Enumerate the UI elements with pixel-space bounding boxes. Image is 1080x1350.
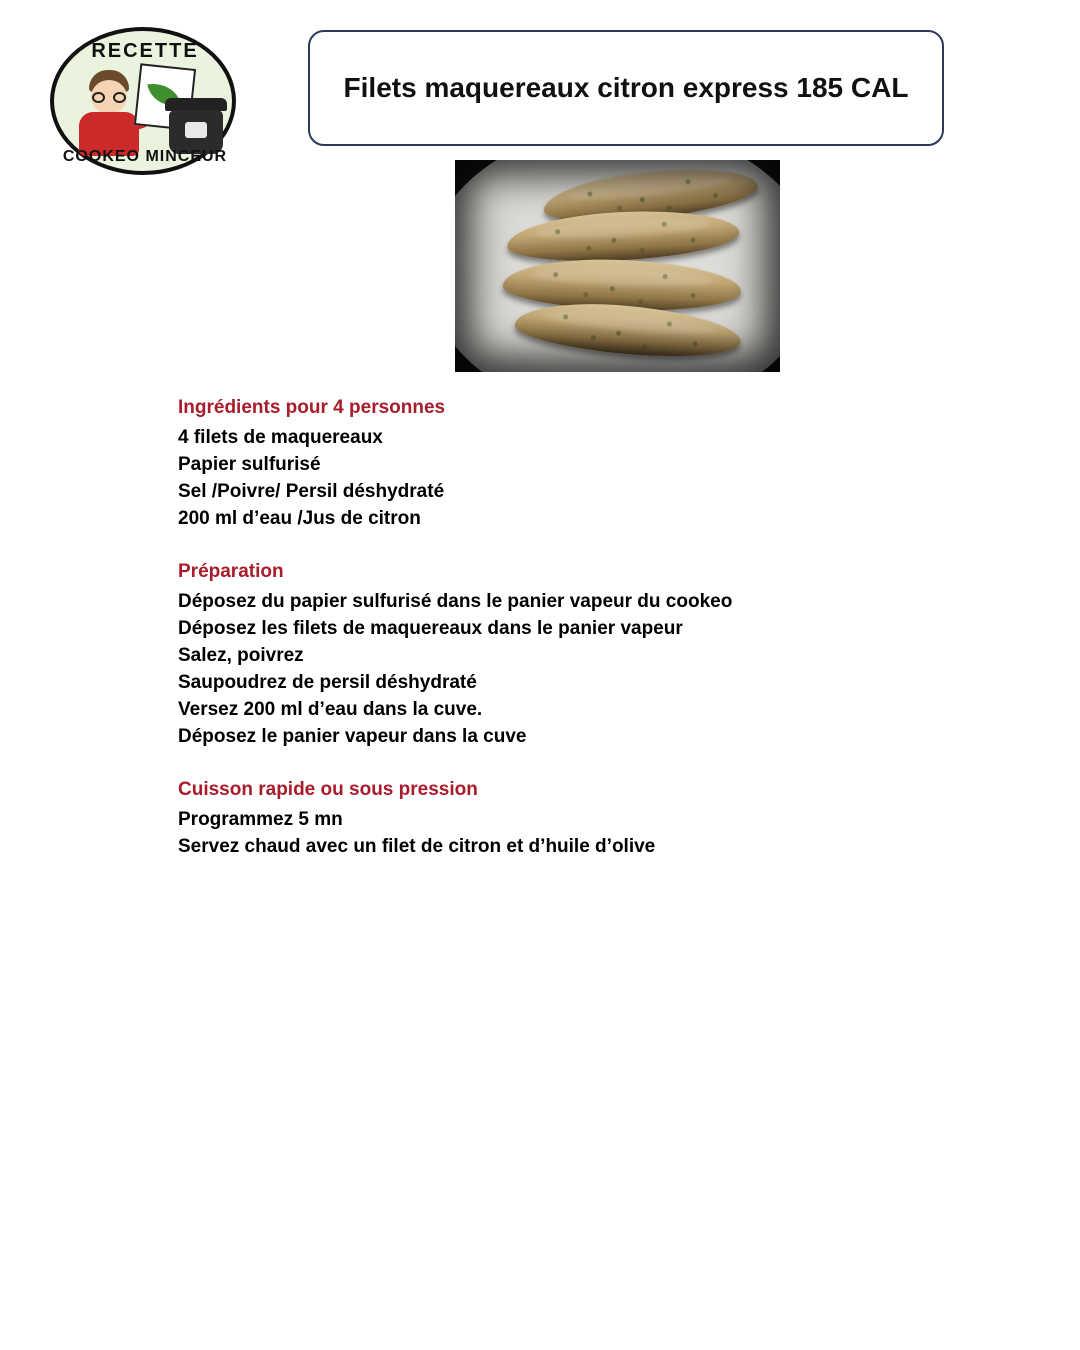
preparation-step: Versez 200 ml d’eau dans la cuve. (178, 699, 483, 720)
section-heading: Ingrédients pour 4 personnes (178, 397, 446, 418)
page-title: Filets maquereaux citron express 185 CAL (343, 72, 909, 103)
preparation-step: Déposez les filets de maquereaux dans le panier vapeur (178, 618, 683, 639)
cooker-panel (185, 122, 207, 138)
preparation-step: Déposez du papier sulfurisé dans le panier vapeur du cookeo (178, 591, 733, 612)
ingredient-line: 200 ml d’eau /Jus de citron (178, 508, 421, 529)
section-ingredients (178, 394, 938, 532)
ingredient-line: 4 filets de maquereaux (178, 427, 383, 448)
ingredient-line: Sel /Poivre/ Persil déshydraté (178, 481, 445, 502)
section-heading: Cuisson rapide ou sous pression (178, 779, 478, 800)
cooking-step: Programmez 5 mn (178, 809, 343, 830)
preparation-step: Déposez le panier vapeur dans la cuve (178, 726, 527, 747)
logo-text-bottom: COOKEO MINCEUR (62, 148, 228, 165)
title-box (308, 30, 944, 146)
section-heading: Préparation (178, 561, 284, 582)
recipe-content (178, 394, 938, 860)
preparation-step: Saupoudrez de persil déshydraté (178, 672, 477, 693)
section-preparation (178, 558, 938, 750)
dish-photo (455, 160, 780, 372)
cooker-icon (165, 98, 227, 154)
logo-text-top: RECETTE (91, 40, 199, 62)
ingredient-line: Papier sulfurisé (178, 454, 321, 475)
section-cooking (178, 776, 938, 860)
glasses-icon (91, 92, 127, 103)
preparation-step: Salez, poivrez (178, 645, 304, 666)
brand-logo (45, 22, 245, 180)
cooking-step: Servez chaud avec un filet de citron et d’huile d’olive (178, 836, 656, 857)
